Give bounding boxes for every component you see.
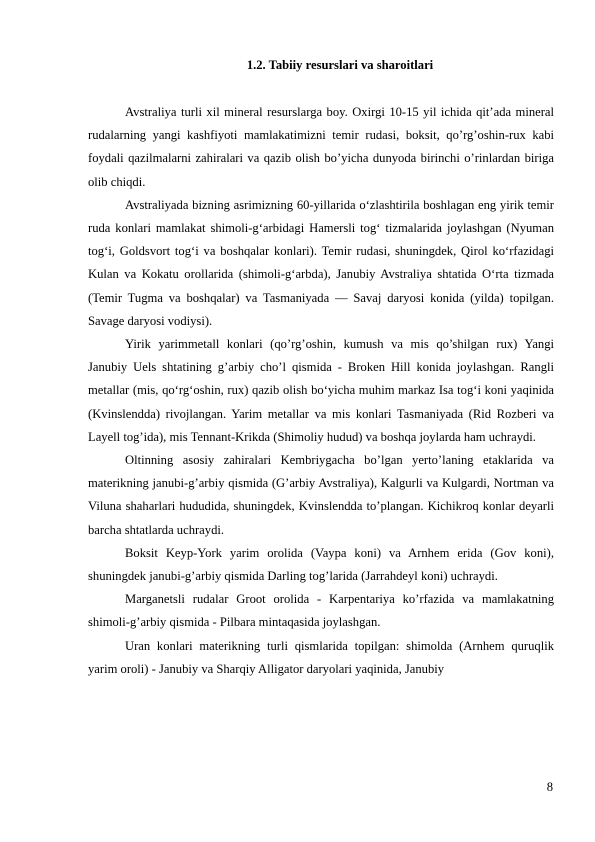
paragraph-gold: Oltinning asosiy zahiralari Kembriygacha bo’lgan yerto’laning etaklarida va materikning janubi-g’arbiy qismida (G’arbiy Avstraliya), Kalgurli va Kulgardi, Nortman va Viluna shaharlari hududida, shuningdek, Kvinslendda to’plangan. Kichikroq konlar deyarli barcha shtatlarda uchraydi. <box>88 453 554 537</box>
paragraph-uranium: Uran konlari materikning turli qismlarida topilgan: shimolda (Arnhem quruqlik yarim oroli) - Janubiy va Sharqiy Alligator daryolari yaqinida, Janubiy <box>88 638 554 676</box>
section-heading: 1.2. Tabiiy resurslari va sharoitlari <box>246 58 434 72</box>
paragraph-iron-ore: Avstraliyada bizning asrimizning 60-yillarida o‘zlashtirila boshlagan eng yirik temir ruda konlari mamlakat shimoli-g‘arbidagi Hamersli tog‘ tizmalarida joylashgan (Nyuman tog‘i, Goldsvort tog‘i va boshqalar konlari). Temir rudasi, shuningdek, Qirol ko‘rfazidagi Kulan va Kokatu orollarida (shimoli-g‘arbda), Janubiy Avstraliya shtatida O‘rta tizmada (Temir Tugma va boshqalar) va Tasmaniyada — Savaj daryosi konida (yilda) topilgan. Savage daryosi vodiysi). <box>88 197 554 328</box>
paragraph-polymetal: Yirik yarimmetall konlari (qo’rg’oshin, kumush va mis qo’shilgan rux) Yangi Janubiy Uels shtatining g’arbiy cho’l qismida - Broken Hill konida joylashgan. Rangli metallar (mis, qo‘rg‘oshin, rux) qazib olish bo‘yicha muhim markaz Isa tog‘i koni yaqinida (Kvinslendda) rivojlangan. Yarim metallar va mis konlari Tasmaniyada (Rid Rozberi va Layell tog’ida), mis Tennant-Krikda (Shimoliy hudud) va boshqa joylarda ham uchraydi. <box>88 337 554 444</box>
paragraph-manganese: Marganetsli rudalar Groot orolida - Karpentariya ko’rfazida va mamlakatning shimoli-g’arbiy qismida - Pilbara mintaqasida joylashgan. <box>88 592 554 630</box>
paragraph-bauxite: Boksit Keyp-York yarim orolida (Vaypa koni) va Arnhem erida (Gov koni), shuningdek janubi-g’arbiy qismida Darling tog’larida (Jarrahdeyl koni) uchraydi. <box>88 545 554 584</box>
page-number: 8 <box>546 780 553 794</box>
paragraph-mineral-resources: Avstraliya turli xil mineral resurslarga boy. Oxirgi 10-15 yil ichida qit’ada mineral rudalarning yangi kashfiyoti mamlakatimizni temir rudasi, boksit, qo’rg’oshin-rux kabi foydali qazilmalarni zahiralari va qazib olish bo’yicha dunyoda birinchi o’rinlardan biriga olib chiqdi. <box>88 105 554 189</box>
body-text <box>88 101 554 681</box>
